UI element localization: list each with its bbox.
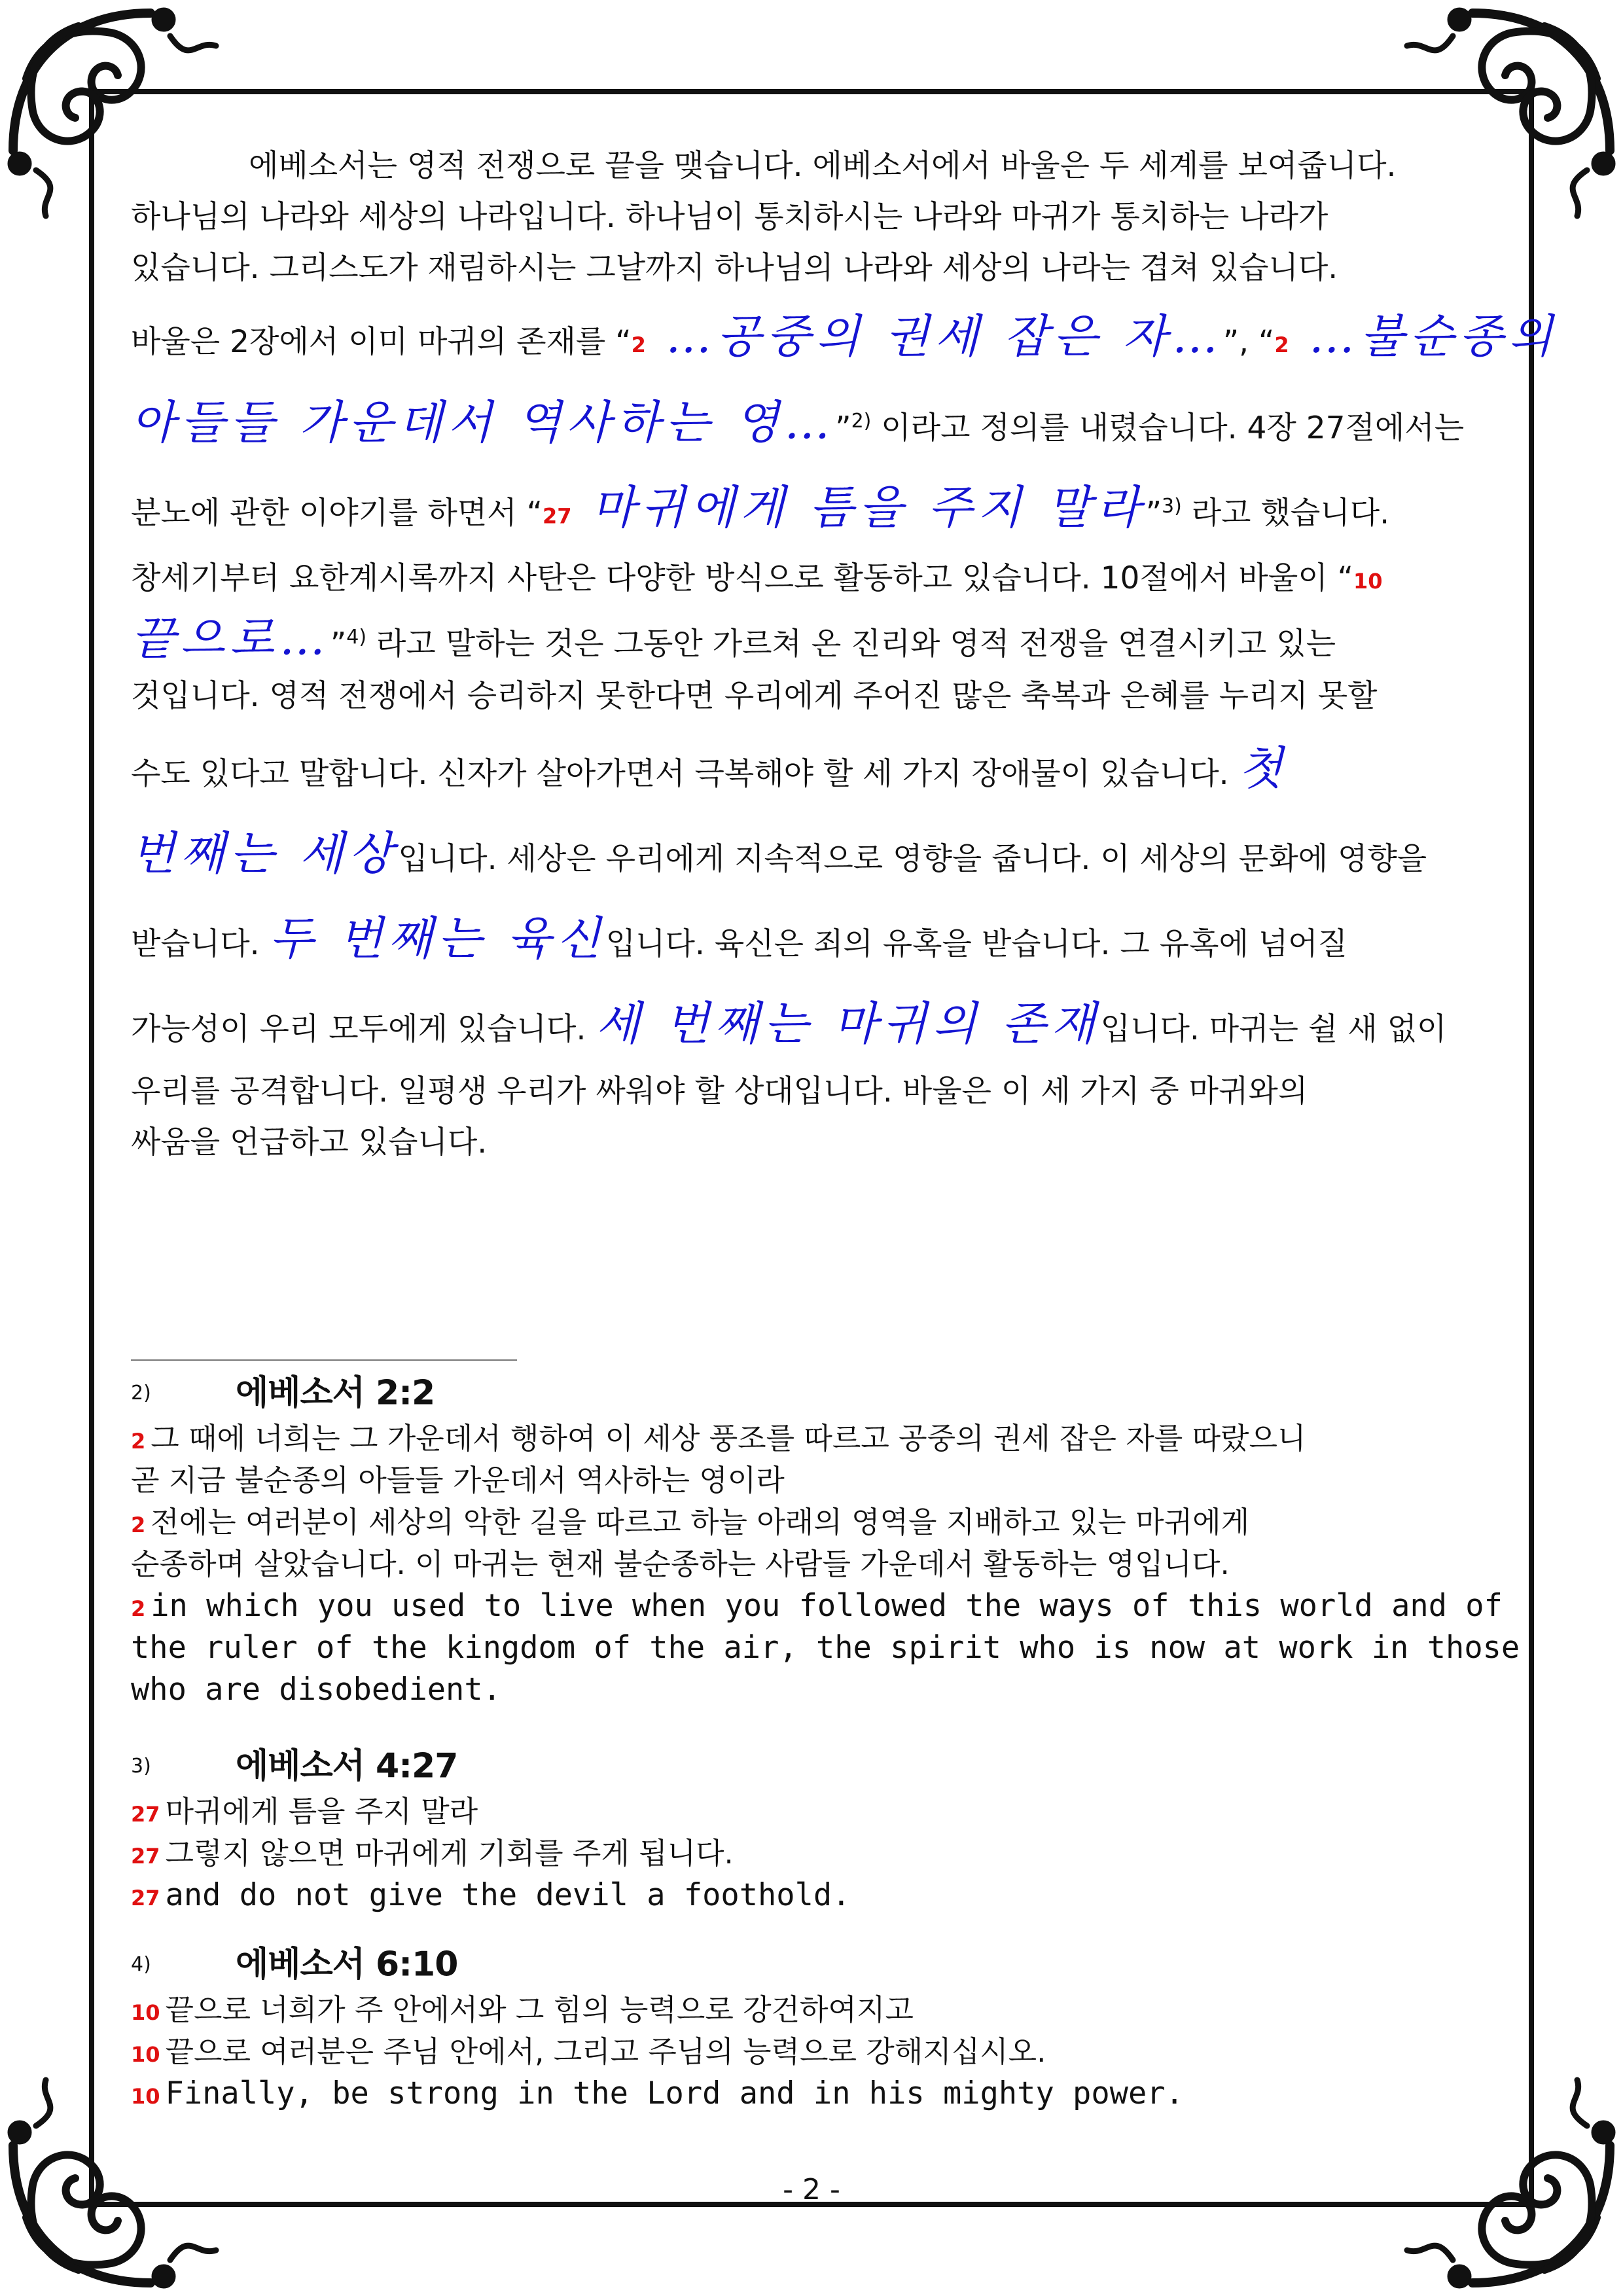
body-line (131, 896, 1466, 981)
footnote-text: 끝으로 너희가 주 안에서와 그 힘의 능력으로 강건하여지고 (165, 1992, 914, 2027)
footnote (131, 1368, 1520, 1711)
footnote-title: 에베소서 6:10 (236, 1945, 458, 1984)
body-line (131, 667, 1466, 726)
footnote-text: 전에는 여러분이 세상의 악한 길을 따르고 하늘 아래의 영역을 지배하고 있는 마귀에게 (151, 1505, 1250, 1539)
body-line (131, 464, 1466, 549)
footnote-text: 마귀에게 틈을 주지 말라 (165, 1794, 478, 1829)
body-line (131, 549, 1466, 608)
body-text: 하나님의 나라와 세상의 나라입니다. 하나님이 통치하시는 나라와 마귀가 통치하는 나라가 (131, 199, 1329, 235)
verse-number: 27 (131, 1886, 160, 1910)
emphasis-text: 번째는 세상 (131, 827, 399, 880)
body-line (131, 1117, 1466, 1168)
footnote-text: and do not give the devil a foothold. (165, 1877, 851, 1913)
footnote-ref[interactable]: 4) (346, 626, 367, 649)
body-line (131, 608, 1466, 667)
body-text: ” (835, 410, 851, 446)
footnote-text: 순종하며 살았습니다. 이 마귀는 현재 불순종하는 사람들 가운데서 활동하는 영입니다. (131, 1547, 1230, 1581)
verse-number: 10 (131, 2042, 160, 2067)
footnote-line (131, 1989, 1479, 2031)
footnote-heading (131, 1368, 1479, 1418)
body-text: 라고 했습니다. (1181, 495, 1390, 531)
footnote (131, 1939, 1479, 2115)
footnote-line (131, 1501, 1479, 1543)
body-text: 있습니다. 그리스도가 재림하시는 그날까지 하나님의 나라와 세상의 나라는 겹쳐 있습니다. (131, 250, 1338, 286)
scripture-quote: 마귀에게 틈을 주지 말라 (571, 480, 1146, 535)
footnote-number: 3) (131, 1754, 151, 1778)
body-text: ” (330, 626, 347, 662)
footnote-line (131, 1418, 1479, 1460)
verse-number: 10 (1353, 569, 1383, 594)
body-line (131, 141, 1466, 192)
body-text: 바울은 2장에서 이미 마귀의 존재를 “ (131, 324, 632, 360)
body-text: 입니다. 마귀는 쉴 새 없이 (1100, 1011, 1447, 1047)
scripture-quote: 아들들 가운데서 역사하는 영… (131, 395, 836, 450)
body-line (131, 192, 1466, 243)
verse-number: 2 (131, 1596, 146, 1621)
emphasis-text: 첫 (1238, 742, 1289, 795)
body-text: 입니다. 육신은 죄의 유혹을 받습니다. 그 유혹에 넘어질 (605, 926, 1348, 962)
body-line (131, 243, 1466, 294)
scripture-quote: …공중의 권세 잡은 자… (645, 310, 1223, 363)
footnote-title: 에베소서 2:2 (236, 1373, 435, 1413)
footnote-number: 2) (131, 1381, 151, 1405)
body-line (131, 379, 1466, 464)
verse-number: 2 (631, 332, 646, 357)
page-number: - 2 - (783, 2173, 840, 2206)
footnote-line (131, 2073, 1479, 2115)
emphasis-text: 두 번째는 육신 (269, 912, 606, 965)
footnote-text: the ruler of the kingdom of the air, the spirit who is now at work in those (131, 1630, 1520, 1666)
body-text: 가능성이 우리 모두에게 있습니다. (131, 1011, 596, 1047)
emphasis-text: 세 번째는 마귀의 존재 (596, 997, 1101, 1050)
footnote-heading (131, 1939, 1479, 1989)
body-text: 싸움을 언급하고 있습니다. (131, 1124, 488, 1160)
body-line (131, 811, 1466, 896)
footnote-line (131, 1627, 1520, 1669)
footnote-text: Finally, be strong in the Lord and in his mighty power. (165, 2075, 1184, 2111)
body-paragraph (131, 141, 1558, 1168)
footnote-line (131, 1669, 1479, 1711)
body-text: 입니다. 세상은 우리에게 지속적으로 영향을 줍니다. 이 세상의 문화에 영향을 (398, 841, 1427, 877)
footnote-line (131, 1543, 1479, 1585)
footnote-line (131, 1833, 1479, 1874)
body-text: ”, “ (1222, 324, 1275, 360)
body-text: 이라고 정의를 내렸습니다. 4장 27절에서는 (871, 410, 1465, 446)
footnote-line (131, 1874, 1479, 1916)
footnote-text: 그렇지 않으면 마귀에게 기회를 주게 됩니다. (165, 1836, 734, 1871)
footnote-ref[interactable]: 3) (1162, 495, 1182, 518)
verse-number: 2 (131, 1429, 146, 1454)
verse-number: 27 (131, 1844, 160, 1869)
scripture-quote: 끝으로… (131, 611, 330, 666)
footnote-text: 끝으로 여러분은 주님 안에서, 그리고 주님의 능력으로 강해지십시오. (165, 2034, 1046, 2069)
footnote-text: 곧 지금 불순종의 아들들 가운데서 역사하는 영이라 (131, 1463, 785, 1498)
body-line (131, 1066, 1466, 1117)
verse-number: 2 (131, 1513, 146, 1537)
footnote-text: in which you used to live when you followed the ways of this world and of (151, 1588, 1503, 1624)
body-text: 받습니다. (131, 926, 270, 962)
body-text: 에베소서는 영적 전쟁으로 끝을 맺습니다. 에베소서에서 바울은 두 세계를 보여줍니다. (249, 148, 1397, 184)
body-text: 분노에 관한 이야기를 하면서 “ (131, 495, 543, 531)
footnote-line (131, 1791, 1479, 1833)
body-line (131, 726, 1466, 811)
footnote-line (131, 1585, 1503, 1627)
body-line (131, 981, 1466, 1066)
body-text: 것입니다. 영적 전쟁에서 승리하지 못한다면 우리에게 주어진 많은 축복과 은혜를 누리지 못할 (131, 678, 1378, 714)
body-text: 수도 있다고 말합니다. 신자가 살아가면서 극복해야 할 세 가지 장애물이 있습니다. (131, 756, 1239, 792)
footnote (131, 1741, 1479, 1916)
footnote-text: 그 때에 너희는 그 가운데서 행하여 이 세상 풍조를 따르고 공중의 권세 잡은 자를 따랐으니 (151, 1421, 1306, 1456)
verse-number: 27 (542, 503, 572, 529)
footnote-number: 4) (131, 1952, 151, 1976)
body-text: 라고 말하는 것은 그동안 가르쳐 온 진리와 영적 전쟁을 연결시키고 있는 (366, 626, 1336, 662)
verse-number: 10 (131, 2084, 160, 2109)
verse-number: 2 (1274, 332, 1289, 357)
footnote-ref[interactable]: 2) (851, 410, 872, 433)
body-text: ” (1145, 495, 1162, 531)
scripture-quote: …불순종의 (1289, 310, 1558, 363)
footnote-line (131, 2031, 1479, 2073)
body-text: 우리를 공격합니다. 일평생 우리가 싸워야 할 상대입니다. 바울은 이 세 가지 중 마귀와의 (131, 1073, 1308, 1109)
footnote-title: 에베소서 4:27 (236, 1746, 458, 1786)
body-text: 창세기부터 요한계시록까지 사탄은 다양한 방식으로 활동하고 있습니다. 10절에서 바울이 “ (131, 560, 1354, 596)
body-line (131, 294, 1558, 379)
verse-number: 27 (131, 1802, 160, 1827)
footnote-separator (131, 1359, 517, 1361)
footnote-heading (131, 1741, 1479, 1791)
verse-number: 10 (131, 2000, 160, 2025)
footnote-text: who are disobedient. (131, 1672, 501, 1708)
footnote-line (131, 1460, 1479, 1501)
